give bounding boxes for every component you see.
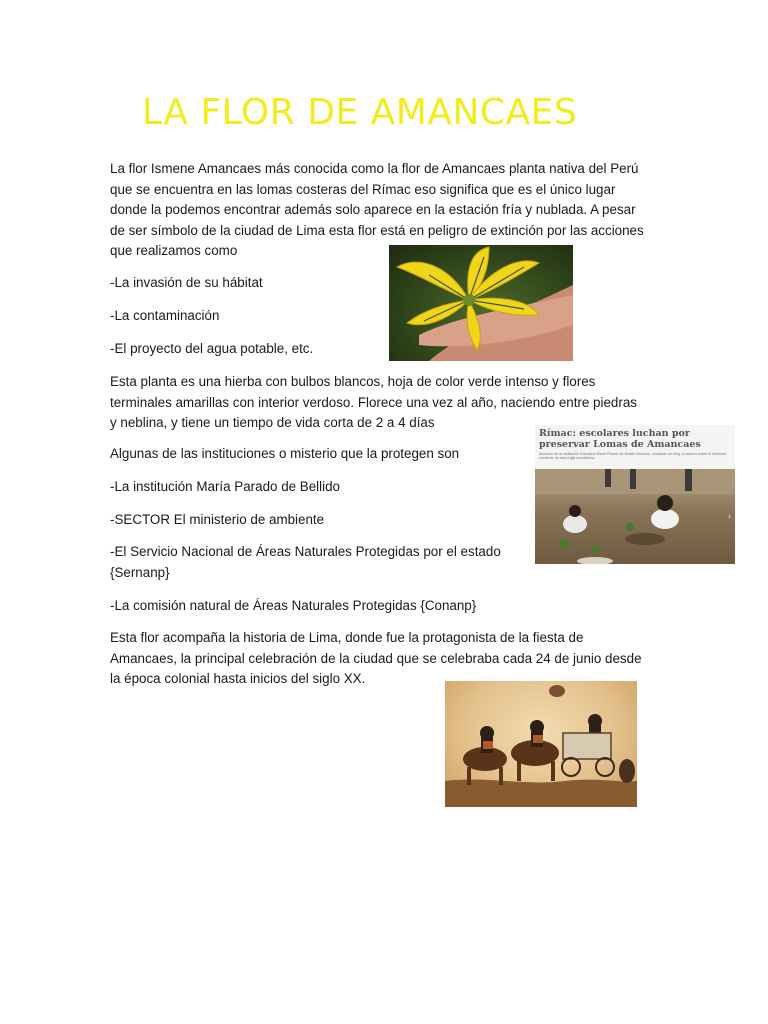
news-subtext: Alumnos de la Institución Educativa María Parado de Bellido informan, mediante un blog, el avance sobre el deterioro creciente de esta frágil ecosistema. — [539, 452, 727, 461]
threat-item-pollution: -La contaminación — [110, 308, 220, 323]
institution-item-maria-parado: -La institución María Parado de Bellido — [110, 479, 341, 494]
page-title: LA FLOR DE AMANCAES — [142, 92, 578, 133]
threat-item-water-project: -El proyecto del agua potable, etc. — [110, 341, 314, 356]
news-clipping-image — [535, 425, 735, 564]
history-paragraph: Esta flor acompaña la historia de Lima, donde fue la protagonista de la fiesta de Amancaes, la principal celebración de la ciudad que se celebraba cada 24 de junio desde la época colonial hasta inicios del siglo XX. — [110, 630, 642, 687]
svg-text:›: › — [728, 512, 732, 521]
institution-item-ministerio: -SECTOR El ministerio de ambiente — [110, 512, 325, 527]
news-photo — [535, 469, 735, 564]
news-photo-illustration — [535, 469, 735, 564]
institution-item-sernanp: -El Servicio Nacional de Áreas Naturales Protegidas por el estado {Sernanp} — [110, 544, 501, 580]
description-paragraph: Esta planta es una hierba con bulbos blancos, hoja de color verde intenso y flores terminales amarillas con interior verdoso. Florece una vez al año, naciendo entre piedras y neblina, y tiene un tiempo de vida corta de 2 a 4 días — [110, 374, 637, 431]
flower-photo — [389, 245, 573, 361]
colonial-festival-painting-illustration — [445, 681, 637, 807]
institution-item-conanp: -La comisión natural de Áreas Naturales Protegidas {Conanp} — [110, 598, 477, 613]
flower-photo-illustration — [389, 245, 573, 361]
institutions-intro: Algunas de las instituciones o misterio que la protegen son — [110, 446, 460, 461]
threat-item-habitat: -La invasión de su hábitat — [110, 275, 263, 290]
intro-paragraph: La flor Ismene Amancaes más conocida como la flor de Amancaes planta nativa del Perú que se encuentra en las lomas costeras del Rímac eso significa que es el único lugar donde la podemos encontrar además solo aparece en la estación fría y nublada. A pesar de ser símbolo de la ciudad de Lima esta flor está en peligro de extinción por las acciones que realizamos como — [110, 161, 644, 259]
news-headline: Rímac: escolares luchan por preservar Lomas de Amancaes — [539, 428, 701, 450]
colonial-festival-painting — [445, 681, 637, 807]
